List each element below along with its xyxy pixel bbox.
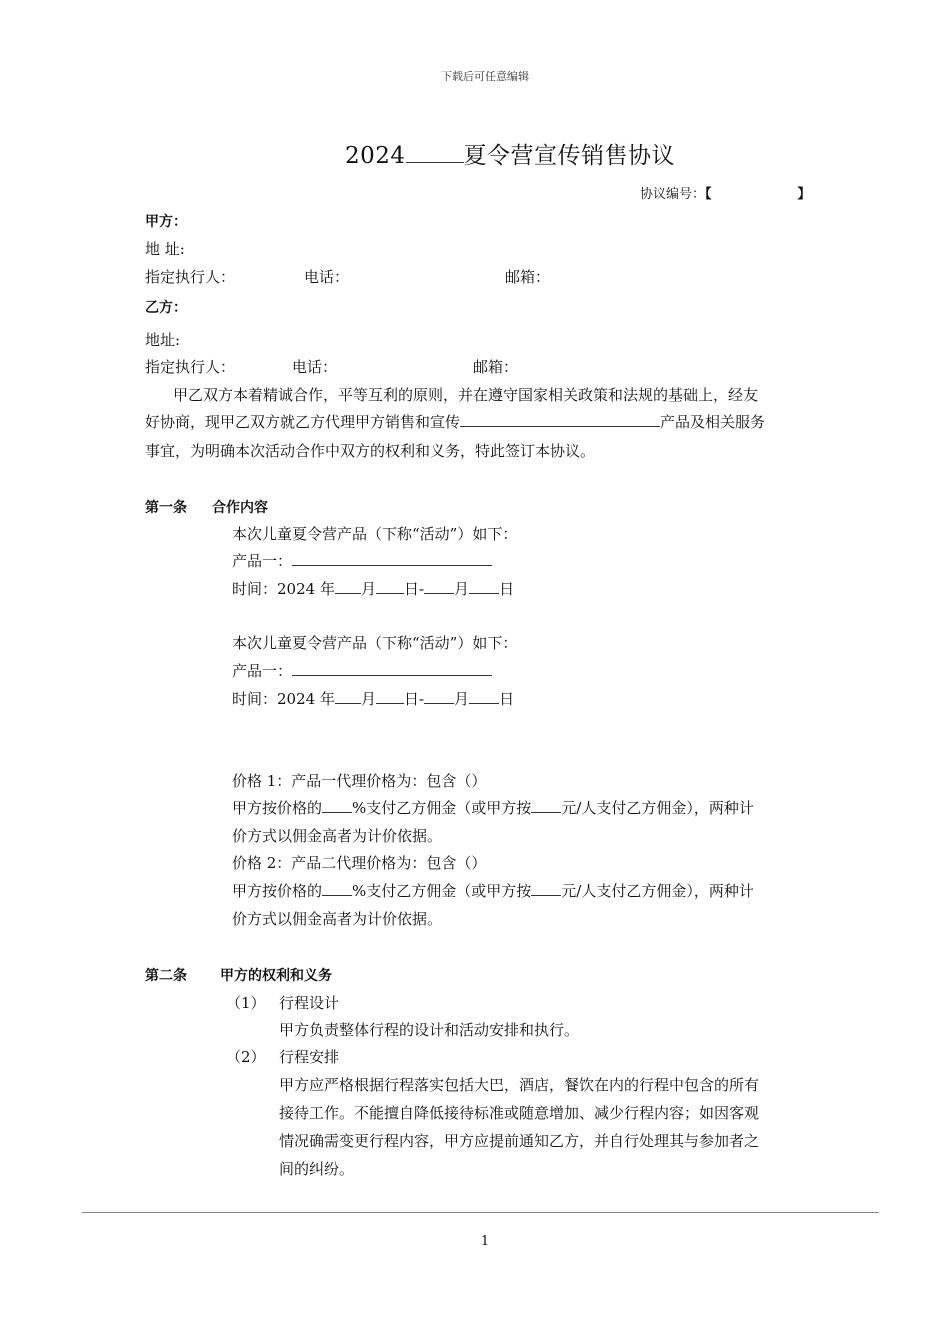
intro-line-3: 事宜，为明确本次活动合作中双方的权利和义务，特此签订本协议。: [145, 442, 596, 460]
agreement-number: [640, 183, 811, 202]
party-b-executor: 指定执行人：: [145, 358, 236, 376]
intro-line-2-a: 好协商，现甲乙双方就乙方代理甲方销售和宣传: [145, 413, 461, 431]
commission-a: 甲方按价格的: [232, 882, 323, 900]
day2-blank: [469, 593, 499, 594]
price-2-commission: [232, 880, 754, 901]
product-label: 产品一：: [232, 662, 293, 680]
day-blank: [376, 703, 404, 704]
page-number: 1: [480, 1234, 490, 1249]
day2-label: 日: [499, 690, 515, 708]
article-2-number: 第二条: [145, 968, 187, 984]
header-note: 下载后可任意编辑: [441, 70, 529, 83]
price-1-basis: 价方式以佣金高者为计价依据。: [232, 827, 443, 845]
article-2-item-2-body-2: 接待工作。不能擅自降低接待标准或随意增加、减少行程内容；如因客观: [279, 1104, 760, 1122]
commission-b: %支付乙方佣金（或甲方按: [352, 882, 532, 900]
article-2-item-2-body-1: 甲方应严格根据行程落实包括大巴，酒店，餐饮在内的行程中包含的所有: [279, 1076, 760, 1094]
price-1-commission: [232, 797, 754, 818]
product-blank: [292, 675, 492, 676]
month2-label: 月: [454, 690, 470, 708]
article-2-item-2-body-4: 间的纠纷。: [279, 1160, 355, 1178]
party-a-executor: 指定执行人：: [145, 268, 236, 286]
percent-blank: [322, 895, 352, 896]
month-blank: [335, 593, 361, 594]
price-1-line: 价格 1：产品一代理价格为：包含（）: [232, 772, 487, 790]
intro-product-blank: [460, 426, 660, 427]
commission-a: 甲方按价格的: [232, 799, 323, 817]
month2-blank: [424, 593, 454, 594]
commission-c: 元/人支付乙方佣金），两种计: [561, 882, 754, 900]
article-2-item-2-title: 行程安排: [279, 1048, 340, 1066]
month-blank: [335, 703, 361, 704]
intro-line-1: 甲乙双方本着精诚合作，平等互利的原则，并在遵守国家相关政策和法规的基础上，经友: [173, 386, 759, 404]
party-a-email: 邮箱：: [505, 268, 551, 286]
amount-blank: [531, 812, 561, 813]
commission-b: %支付乙方佣金（或甲方按: [352, 799, 532, 817]
product-blank: [292, 565, 492, 566]
intro-line-2: [145, 411, 765, 432]
time-label: 时间：2024 年: [232, 580, 335, 598]
article-2-heading: 甲方的权利和义务: [220, 968, 332, 984]
agreement-number-label: 协议编号：: [640, 187, 706, 202]
article-2-item-1-body: 甲方负责整体行程的设计和活动安排和执行。: [279, 1021, 580, 1039]
article-1-block-2-intro: 本次儿童夏令营产品（下称“活动”）如下：: [232, 634, 518, 652]
article-1-block-2-time: [232, 688, 514, 709]
day-blank: [376, 593, 404, 594]
bracket-open: 【: [705, 187, 712, 202]
price-2-basis: 价方式以佣金高者为计价依据。: [232, 910, 443, 928]
document-title: [0, 137, 950, 170]
party-b-phone: 电话：: [292, 358, 338, 376]
month2-label: 月: [454, 580, 470, 598]
bracket-close: 】: [797, 187, 811, 202]
article-2-item-1-title: 行程设计: [279, 994, 340, 1012]
title-blank: [406, 162, 464, 163]
day2-label: 日: [499, 580, 515, 598]
percent-blank: [322, 812, 352, 813]
day2-blank: [469, 703, 499, 704]
intro-line-2-b: 产品及相关服务: [660, 413, 766, 431]
party-b-address: 地址:: [145, 331, 181, 349]
footer-rule: [82, 1212, 879, 1213]
party-a-address: 地 址:: [145, 240, 185, 258]
article-2-item-2-body-3: 情况确需变更行程内容，甲方应提前通知乙方，并自行处理其与参加者之: [279, 1132, 760, 1150]
article-2-item-2-num: （2）: [226, 1048, 266, 1066]
title-year: 2024: [344, 143, 406, 169]
title-text: 夏令营宣传销售协议: [463, 143, 676, 169]
month-label: 月: [360, 690, 376, 708]
product-label: 产品一：: [232, 552, 293, 570]
time-label: 时间：2024 年: [232, 690, 335, 708]
day-dash-label: 日-: [403, 580, 425, 598]
month-label: 月: [360, 580, 376, 598]
article-2-item-1-num: （1）: [226, 994, 266, 1012]
article-1-heading: 合作内容: [212, 500, 268, 516]
amount-blank: [531, 895, 561, 896]
article-1-block-1-intro: 本次儿童夏令营产品（下称“活动”）如下：: [232, 525, 518, 543]
price-2-line: 价格 2：产品二代理价格为：包含（）: [232, 854, 487, 872]
article-1-block-2-product: [232, 660, 492, 681]
article-1-number: 第一条: [145, 500, 187, 516]
month2-blank: [424, 703, 454, 704]
article-1-block-1-product: [232, 550, 492, 571]
party-a-phone: 电话：: [304, 268, 350, 286]
party-b-label: 乙方：: [145, 300, 187, 316]
party-b-email: 邮箱：: [473, 358, 519, 376]
day-dash-label: 日-: [403, 690, 425, 708]
article-1-block-1-time: [232, 578, 514, 599]
commission-c: 元/人支付乙方佣金），两种计: [561, 799, 754, 817]
party-a-label: 甲方：: [145, 214, 187, 230]
